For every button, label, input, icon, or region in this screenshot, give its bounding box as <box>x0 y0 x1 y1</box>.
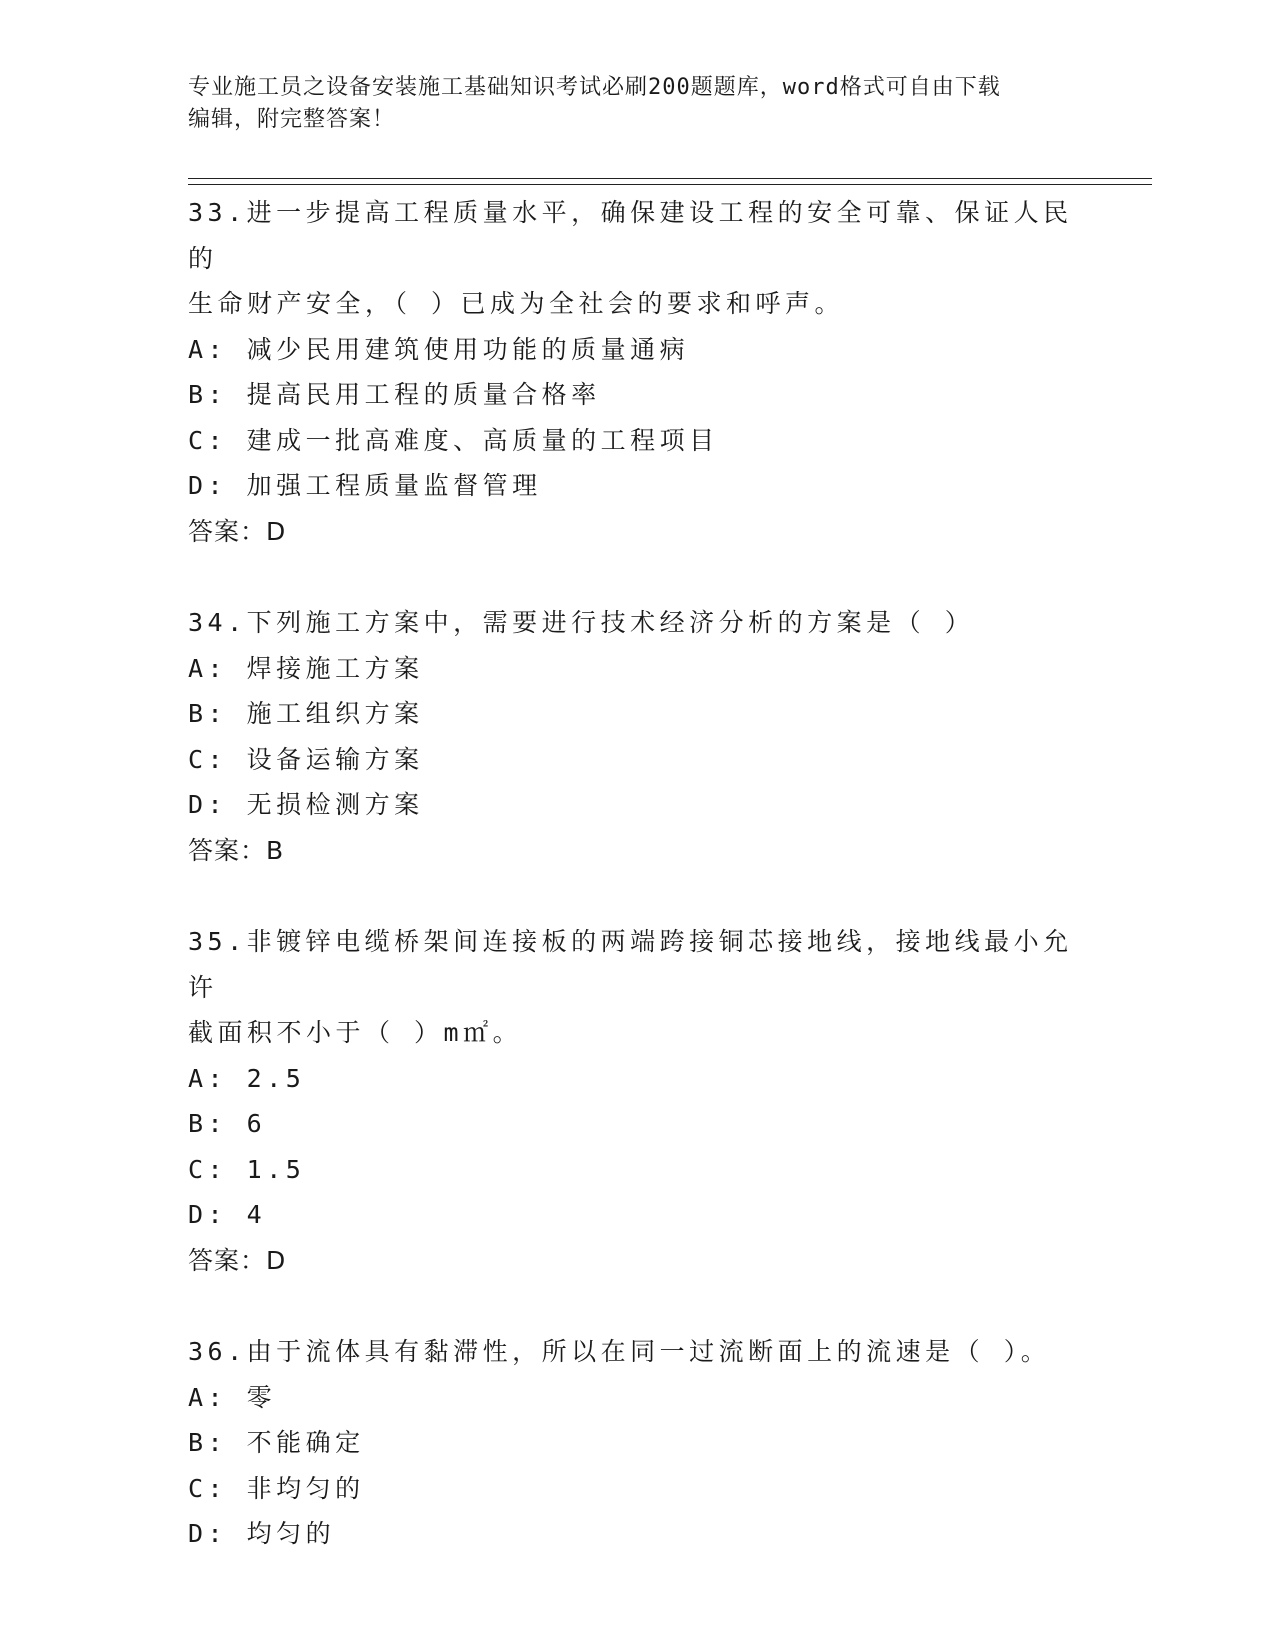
header-line-2: 编辑，附完整答案！ <box>188 107 396 132</box>
option-b: B: 不能确定 <box>188 1428 365 1457</box>
question-stem <box>188 1329 1088 1375</box>
question-34 <box>188 600 1088 873</box>
header-rule-bottom <box>188 184 1152 185</box>
option-d: D: 无损检测方案 <box>188 790 424 819</box>
option-b: B: 6 <box>188 1109 267 1138</box>
option-c: C: 建成一批高难度、高质量的工程项目 <box>188 425 719 455</box>
option-a: A: 零 <box>188 1382 277 1412</box>
option-d: D: 加强工程质量监督管理 <box>188 471 542 500</box>
option-a: A: 焊接施工方案 <box>188 653 424 683</box>
question-35 <box>188 919 1088 1283</box>
option-c: C: 非均匀的 <box>188 1473 365 1503</box>
option-b: B: 施工组织方案 <box>188 699 424 728</box>
question-33 <box>188 190 1088 554</box>
stem-line: 36.由于流体具有黏滞性，所以在同一过流断面上的流速是（ ）。 <box>188 1337 1051 1366</box>
question-stem <box>188 919 1088 1056</box>
option-d: D: 均匀的 <box>188 1519 336 1548</box>
answer-line: 答案：D <box>188 516 287 546</box>
option-b: B: 提高民用工程的质量合格率 <box>188 380 601 409</box>
stem-line: 生命财产安全，（ ）已成为全社会的要求和呼声。 <box>188 289 845 318</box>
stem-line: 35.非镀锌电缆桥架间连接板的两端跨接铜芯接地线，接地线最小允许 <box>188 927 1073 1002</box>
stem-line: 截面积不小于（ ）m㎡。 <box>188 1018 523 1047</box>
header-line-1: 专业施工员之设备安装施工基础知识考试必刷200题题库，word格式可自由下载 <box>188 75 1001 100</box>
answer-line: 答案：D <box>188 1245 287 1275</box>
question-list <box>188 190 1088 1603</box>
question-stem <box>188 190 1088 327</box>
header-rule-top <box>188 178 1152 179</box>
option-a: A: 2.5 <box>188 1063 306 1093</box>
answer-line: 答案：B <box>188 835 285 865</box>
document-header <box>188 72 1068 136</box>
option-d: D: 4 <box>188 1200 267 1229</box>
question-stem <box>188 600 1088 646</box>
option-a: A: 减少民用建筑使用功能的质量通病 <box>188 334 690 364</box>
question-36 <box>188 1329 1088 1557</box>
stem-line: 33.进一步提高工程质量水平，确保建设工程的安全可靠、保证人民的 <box>188 198 1073 273</box>
option-c: C: 1.5 <box>188 1154 306 1184</box>
option-c: C: 设备运输方案 <box>188 744 424 774</box>
stem-line: 34.下列施工方案中，需要进行技术经济分析的方案是（ ） <box>188 608 975 637</box>
